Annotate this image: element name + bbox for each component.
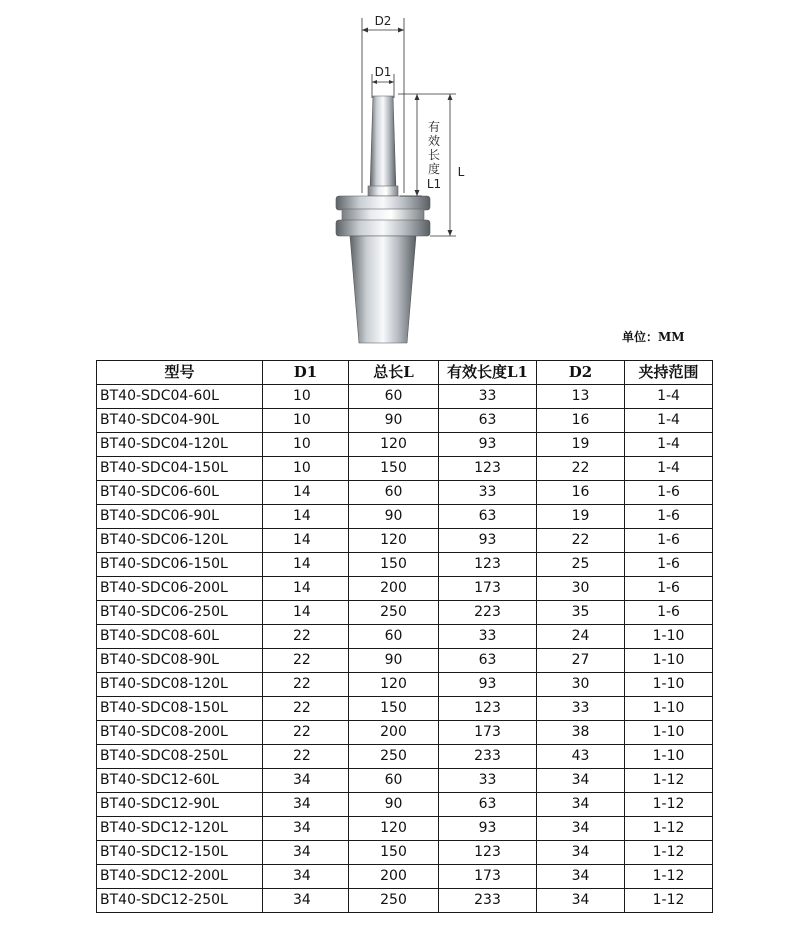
header-effective-length: 有效长度L1 (439, 361, 537, 385)
cell-effective-length: 123 (439, 841, 537, 865)
cell-effective-length: 63 (439, 793, 537, 817)
cell-clamping-range: 1-10 (625, 721, 713, 745)
cell-clamping-range: 1-4 (625, 457, 713, 481)
cell-clamping-range: 1-4 (625, 433, 713, 457)
cell-d1: 14 (263, 601, 349, 625)
cell-model: BT40-SDC12-120L (97, 817, 263, 841)
cell-d1: 22 (263, 721, 349, 745)
cell-d2: 19 (537, 505, 625, 529)
cell-total-length: 120 (349, 817, 439, 841)
cell-total-length: 150 (349, 697, 439, 721)
cell-model: BT40-SDC04-120L (97, 433, 263, 457)
cell-d1: 34 (263, 841, 349, 865)
cell-clamping-range: 1-12 (625, 769, 713, 793)
cell-total-length: 150 (349, 457, 439, 481)
cell-model: BT40-SDC06-250L (97, 601, 263, 625)
cell-effective-length: 33 (439, 625, 537, 649)
table-row (97, 433, 713, 457)
cell-clamping-range: 1-6 (625, 577, 713, 601)
cell-total-length: 120 (349, 529, 439, 553)
cell-effective-length: 93 (439, 817, 537, 841)
cell-d1: 10 (263, 409, 349, 433)
table-row (97, 409, 713, 433)
cell-clamping-range: 1-12 (625, 865, 713, 889)
table-row (97, 889, 713, 913)
cell-d1: 10 (263, 385, 349, 409)
cell-d2: 27 (537, 649, 625, 673)
cell-model: BT40-SDC12-60L (97, 769, 263, 793)
table-row (97, 793, 713, 817)
header-d2: D2 (537, 361, 625, 385)
cell-d1: 14 (263, 529, 349, 553)
cell-d2: 34 (537, 793, 625, 817)
cell-d2: 22 (537, 457, 625, 481)
d2-label: D2 (374, 14, 392, 28)
cell-effective-length: 173 (439, 721, 537, 745)
header-total-length: 总长L (349, 361, 439, 385)
cell-d2: 22 (537, 529, 625, 553)
cell-d2: 30 (537, 577, 625, 601)
slim-shank (370, 96, 396, 190)
cell-effective-length: 93 (439, 529, 537, 553)
cell-total-length: 90 (349, 409, 439, 433)
cell-model: BT40-SDC06-150L (97, 553, 263, 577)
cell-d1: 14 (263, 481, 349, 505)
cell-d2: 33 (537, 697, 625, 721)
cell-d1: 14 (263, 577, 349, 601)
d2-arrow-left (362, 28, 368, 33)
cell-model: BT40-SDC04-150L (97, 457, 263, 481)
cell-d2: 13 (537, 385, 625, 409)
header-d1: D1 (263, 361, 349, 385)
cell-clamping-range: 1-12 (625, 841, 713, 865)
cell-effective-length: 33 (439, 769, 537, 793)
cell-clamping-range: 1-12 (625, 817, 713, 841)
cell-d1: 22 (263, 625, 349, 649)
table-body (97, 385, 713, 913)
l1-arrow-top (415, 94, 420, 100)
l-label: L (457, 165, 465, 179)
unit-label: 单位：MM (622, 330, 685, 344)
cell-d1: 10 (263, 433, 349, 457)
cell-total-length: 200 (349, 721, 439, 745)
cell-total-length: 60 (349, 769, 439, 793)
flange-bottom (336, 220, 430, 236)
cell-d2: 34 (537, 889, 625, 913)
d1-arrow-left (372, 80, 377, 84)
cell-d2: 16 (537, 481, 625, 505)
cell-effective-length: 223 (439, 601, 537, 625)
cell-clamping-range: 1-10 (625, 697, 713, 721)
cell-total-length: 90 (349, 505, 439, 529)
cell-model: BT40-SDC08-120L (97, 673, 263, 697)
cell-effective-length: 33 (439, 481, 537, 505)
cell-model: BT40-SDC08-90L (97, 649, 263, 673)
cell-total-length: 150 (349, 553, 439, 577)
cell-clamping-range: 1-6 (625, 529, 713, 553)
cell-clamping-range: 1-10 (625, 745, 713, 769)
cell-d1: 34 (263, 817, 349, 841)
cell-d1: 34 (263, 865, 349, 889)
cell-d1: 34 (263, 889, 349, 913)
cell-model: BT40-SDC06-90L (97, 505, 263, 529)
cell-effective-length: 233 (439, 889, 537, 913)
table-row (97, 865, 713, 889)
l-arrow-top (448, 94, 453, 100)
cell-d1: 14 (263, 505, 349, 529)
cell-total-length: 200 (349, 577, 439, 601)
table-row (97, 721, 713, 745)
cell-clamping-range: 1-4 (625, 385, 713, 409)
table-row (97, 649, 713, 673)
cell-total-length: 60 (349, 481, 439, 505)
cell-model: BT40-SDC08-200L (97, 721, 263, 745)
table-header-row (97, 361, 713, 385)
cell-clamping-range: 1-12 (625, 889, 713, 913)
cell-model: BT40-SDC08-250L (97, 745, 263, 769)
table-row (97, 625, 713, 649)
d2-arrow-right (398, 28, 404, 33)
table-row (97, 745, 713, 769)
cell-d2: 30 (537, 673, 625, 697)
cell-effective-length: 173 (439, 865, 537, 889)
table-row (97, 457, 713, 481)
cell-clamping-range: 1-6 (625, 505, 713, 529)
tool-holder-drawing (310, 8, 490, 348)
flange-groove (342, 209, 424, 221)
shank-collar (368, 186, 398, 196)
table-row (97, 553, 713, 577)
table-row (97, 841, 713, 865)
table-row (97, 697, 713, 721)
cell-clamping-range: 1-4 (625, 409, 713, 433)
cell-d1: 34 (263, 793, 349, 817)
cell-total-length: 60 (349, 385, 439, 409)
cell-model: BT40-SDC12-150L (97, 841, 263, 865)
d1-arrow-right (389, 80, 394, 84)
header-clamping-range: 夹持范围 (625, 361, 713, 385)
cell-effective-length: 63 (439, 505, 537, 529)
table-row (97, 817, 713, 841)
header-model: 型号 (97, 361, 263, 385)
spec-table (96, 360, 713, 913)
table-row (97, 673, 713, 697)
cell-model: BT40-SDC12-250L (97, 889, 263, 913)
cell-d2: 38 (537, 721, 625, 745)
cell-total-length: 150 (349, 841, 439, 865)
table-row (97, 769, 713, 793)
cell-d2: 34 (537, 817, 625, 841)
taper-cone (350, 236, 416, 343)
table-row (97, 385, 713, 409)
cell-total-length: 60 (349, 625, 439, 649)
cell-effective-length: 33 (439, 385, 537, 409)
cell-total-length: 250 (349, 745, 439, 769)
cell-clamping-range: 1-6 (625, 553, 713, 577)
table-row (97, 601, 713, 625)
cell-effective-length: 93 (439, 433, 537, 457)
cell-model: BT40-SDC06-120L (97, 529, 263, 553)
cell-total-length: 120 (349, 433, 439, 457)
table-row (97, 505, 713, 529)
cell-d1: 22 (263, 697, 349, 721)
cell-effective-length: 173 (439, 577, 537, 601)
l1-label-char-2: 效 (427, 134, 441, 148)
cell-clamping-range: 1-6 (625, 601, 713, 625)
cell-effective-length: 123 (439, 553, 537, 577)
l1-label-char-4: 度 (427, 162, 441, 176)
cell-effective-length: 123 (439, 697, 537, 721)
cell-clamping-range: 1-10 (625, 625, 713, 649)
l1-arrow-bottom (415, 190, 420, 196)
cell-model: BT40-SDC06-200L (97, 577, 263, 601)
cell-d2: 43 (537, 745, 625, 769)
cell-d2: 34 (537, 841, 625, 865)
cell-effective-length: 63 (439, 409, 537, 433)
cell-d2: 25 (537, 553, 625, 577)
cell-d1: 22 (263, 673, 349, 697)
cell-model: BT40-SDC08-150L (97, 697, 263, 721)
cell-effective-length: 233 (439, 745, 537, 769)
cell-total-length: 120 (349, 673, 439, 697)
cell-model: BT40-SDC06-60L (97, 481, 263, 505)
cell-effective-length: 123 (439, 457, 537, 481)
l1-label-char-5: L1 (426, 177, 442, 191)
cell-d1: 22 (263, 649, 349, 673)
cell-d2: 19 (537, 433, 625, 457)
cell-model: BT40-SDC08-60L (97, 625, 263, 649)
cell-d2: 34 (537, 865, 625, 889)
cell-d1: 34 (263, 769, 349, 793)
cell-d2: 34 (537, 769, 625, 793)
cell-d2: 24 (537, 625, 625, 649)
cell-clamping-range: 1-6 (625, 481, 713, 505)
cell-total-length: 250 (349, 889, 439, 913)
cell-d1: 14 (263, 553, 349, 577)
cell-d2: 16 (537, 409, 625, 433)
cell-clamping-range: 1-10 (625, 673, 713, 697)
cell-d1: 10 (263, 457, 349, 481)
cell-d2: 35 (537, 601, 625, 625)
cell-d1: 22 (263, 745, 349, 769)
cell-model: BT40-SDC12-200L (97, 865, 263, 889)
cell-clamping-range: 1-12 (625, 793, 713, 817)
table-row (97, 577, 713, 601)
l1-label-char-3: 长 (427, 148, 441, 162)
cell-total-length: 90 (349, 793, 439, 817)
flange-top (336, 196, 430, 210)
cell-total-length: 200 (349, 865, 439, 889)
table-row (97, 481, 713, 505)
cell-effective-length: 63 (439, 649, 537, 673)
cell-model: BT40-SDC04-90L (97, 409, 263, 433)
cell-model: BT40-SDC04-60L (97, 385, 263, 409)
cell-clamping-range: 1-10 (625, 649, 713, 673)
l-arrow-bottom (448, 230, 453, 236)
cell-total-length: 90 (349, 649, 439, 673)
cell-effective-length: 93 (439, 673, 537, 697)
table-row (97, 529, 713, 553)
cell-model: BT40-SDC12-90L (97, 793, 263, 817)
d1-label: D1 (374, 65, 392, 79)
cell-total-length: 250 (349, 601, 439, 625)
tool-holder-svg (310, 8, 490, 348)
l1-label-char-1: 有 (427, 120, 441, 134)
